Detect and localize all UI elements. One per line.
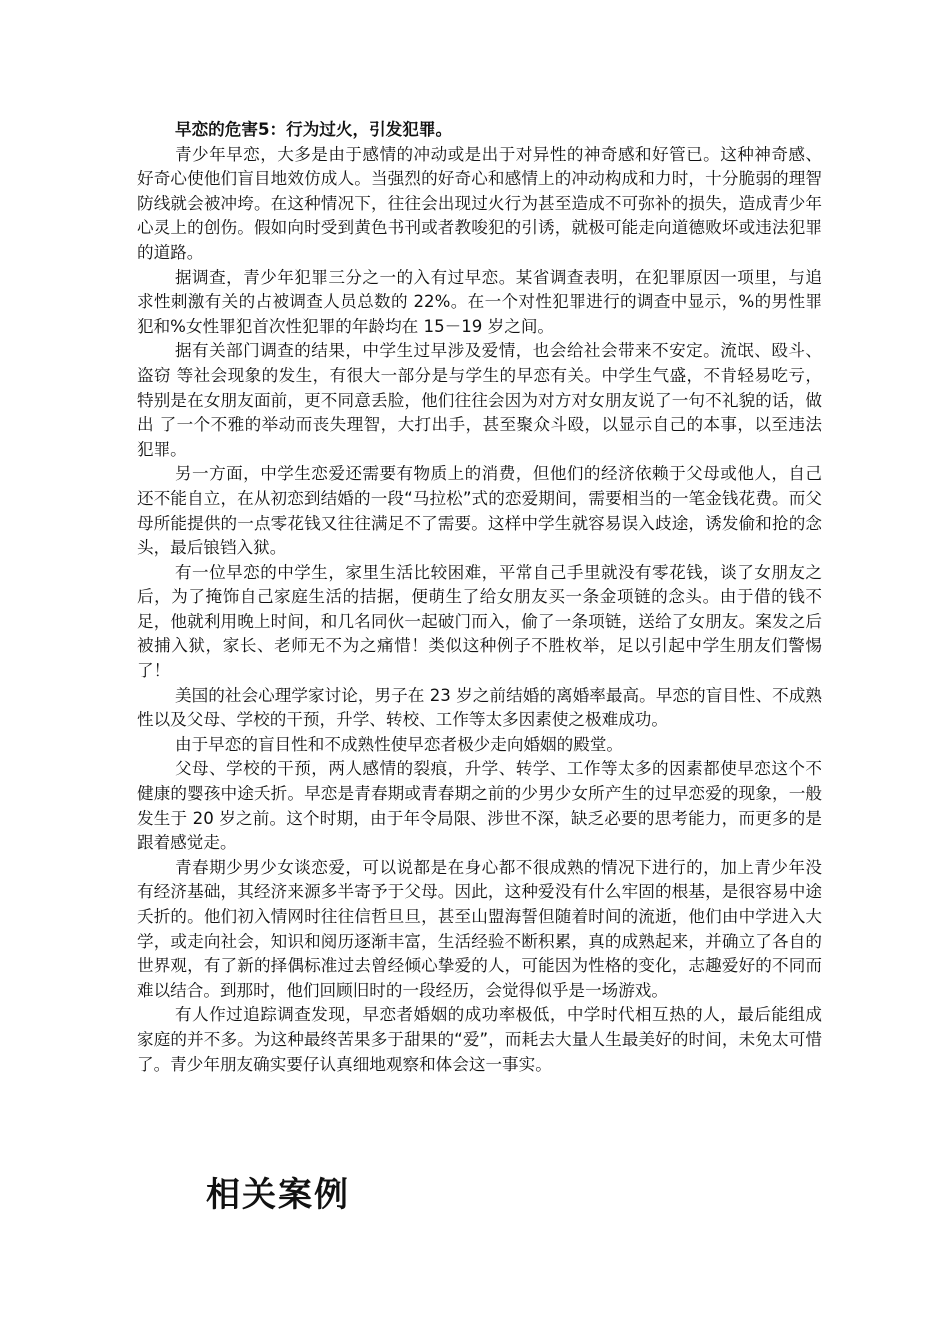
paragraph-5: 有一位早恋的中学生，家里生活比较困难，平常自己手里就没有零花钱，谈了女朋友之后，为了掩饰自己家庭生活的拮据，便萌生了给女朋友买一条金项链的念头。由于借的钱不足，他就利用晚上时间，和几名同伙一起破门而入，偷了一条项链，送给了女朋友。案发之后被捕入狱，家长、老师无不为之痛惜！类似这种例子不胜枚举，足以引起中学生朋友们警惕了！: [137, 562, 822, 681]
paragraph-9: 青春期少男少女谈恋爱，可以说都是在身心都不很成熟的情况下进行的，加上青少年没有经济基础，其经济来源多半寄予于父母。因此，这种爱没有什么牢固的根基，是很容易中途夭折的。他们初入情网时往往信哲旦旦，甚至山盟海誓但随着时间的流逝，他们由中学进入大学，或走向社会，知识和阅历逐渐丰富，生活经验不断积累，真的成熟起来，并确立了各自的世界观，有了新的择偶标准过去曾经倾心挚爱的人，可能因为性格的变化，志趣爱好的不同而难以结合。到那时，他们回顾旧时的一段经历，会觉得似乎是一场游戏。: [137, 857, 822, 1000]
paragraph-3: 据有关部门调查的结果，中学生过早涉及爱情，也会给社会带来不安定。流氓、殴斗、盗窃 等社会现象的发生，有很大一部分是与学生的早恋有关。中学生气盛，不肯轻易吃亏，特别是在女朋友面前，更不同意丢脸，他们往往会因为对方对女朋友说了一句不礼貌的话，做出 了一个不雅的举动而丧失理智，大打出手，甚至聚众斗殴，以显示自己的本事，以至违法犯罪。: [137, 341, 822, 459]
paragraph-6: 美国的社会心理学家讨论，男子在 23 岁之前结婚的离婚率最高。早恋的盲目性、不成熟性以及父母、学校的干预，升学、转校、工作等太多因素使之极难成功。: [137, 685, 822, 730]
paragraph-1: 青少年早恋，大多是由于感情的冲动或是出于对异性的神奇感和好管已。这种神奇感、好奇心使他们盲目地效仿成人。当强烈的好奇心和感情上的冲动构成和力时，十分脆弱的理智防线就会被冲垮。在这种情况下，往往会出现过火行为甚至造成不可弥补的损失，造成青少年心灵上的创伤。假如向时受到黄色书刊或者教唆犯的引诱，就极可能走向道德败坏或违法犯罪的道路。: [137, 144, 822, 262]
paragraph-4: 另一方面，中学生恋爱还需要有物质上的消费，但他们的经济依赖于父母或他人，自己还不能自立，在从初恋到结婚的一段“马拉松”式的恋爱期间，需要相当的一笔金钱花费。而父母所能提供的一点零花钱又往往满足不了需要。这样中学生就容易误入歧途，诱发偷和抢的念头，最后锒铛入狱。: [137, 464, 822, 558]
paragraph-8: 父母、学校的干预，两人感情的裂痕，升学、转学、工作等太多的因素都使早恋这个不健康的婴孩中途夭折。早恋是青春期或青春期之前的少男少女所产生的过早恋爱的现象，一般发生于 20 岁之前。这个时期，由于年令局限、涉世不深，缺乏必要的思考能力，而更多的是跟着感觉走。: [137, 759, 822, 853]
paragraph-7: 由于早恋的盲目性和不成熟性使早恋者极少走向婚姻的殿堂。: [175, 734, 624, 754]
paragraph-10: 有人作过追踪调查发现，早恋者婚姻的成功率极低，中学时代相互热的人，最后能组成家庭的并不多。为这种最终苦果多于甜果的“爱”，而耗去大量人生最美好的时间，未免太可惜了。青少年朋友确实要仔认真细地观察和体会这一事实。: [137, 1005, 822, 1074]
article-heading: 早恋的危害5：行为过火，引发犯罪。: [175, 120, 453, 139]
section-title: 相关案例: [206, 1175, 350, 1215]
paragraph-2: 据调查，青少年犯罪三分之一的入有过早恋。某省调查表明，在犯罪原因一项里，与追求性刺激有关的占被调查人员总数的 22%。在一个对性犯罪进行的调查中显示，%的男性罪犯和%女性罪犯首次性犯罪的年龄均在 15－19 岁之间。: [137, 267, 822, 336]
article-body: [137, 118, 822, 1077]
